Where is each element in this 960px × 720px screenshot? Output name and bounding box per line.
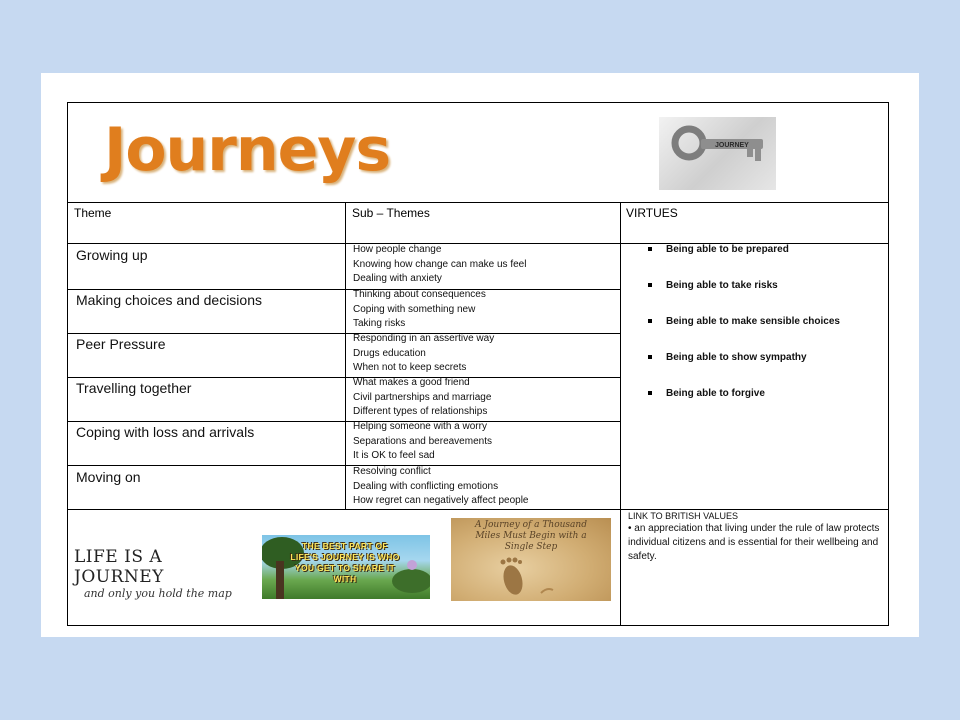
british-values-heading: LINK TO BRITISH VALUES [628, 511, 739, 521]
subtheme-item: Resolving conflict [353, 466, 431, 477]
virtues-list [628, 244, 868, 424]
logo-line-1: LIFE IS A JOURNEY [74, 547, 164, 587]
virtue-item [628, 352, 868, 388]
subtheme-item: Knowing how change can make us feel [353, 258, 527, 270]
divider [68, 377, 620, 378]
virtue-label: Being able to make sensible choices [666, 316, 840, 327]
life-is-a-journey-logo [74, 547, 254, 600]
thousand-miles-image [451, 518, 611, 601]
divider [68, 202, 888, 203]
theme-growing-up: Growing up [76, 247, 148, 263]
virtue-item [628, 388, 868, 424]
divider [68, 333, 620, 334]
subthemes-coping-with-loss [353, 420, 492, 464]
british-values-text: • an appreciation that living under the rule of law protects individual citizens and is essential for their wellbeing and safety. [628, 523, 880, 562]
subthemes-growing-up [353, 243, 526, 287]
page-title: Journeys [104, 115, 391, 185]
virtue-label: Being able to forgive [666, 388, 765, 399]
key-icon [659, 117, 776, 190]
subtheme-item: Civil partnerships and marriage [353, 391, 492, 403]
divider [68, 465, 620, 466]
subtheme-item: How regret can negatively affect people [353, 495, 529, 506]
subtheme-item: Dealing with conflicting emotions [353, 480, 499, 492]
header-sub-themes: Sub – Themes [352, 206, 430, 220]
bullet-icon [648, 283, 652, 287]
theme-moving-on: Moving on [76, 469, 141, 485]
subthemes-moving-on [353, 465, 528, 509]
thousand-miles-caption: A Journey of a Thousand Miles Must Begin with a Single Step [475, 520, 587, 552]
divider [345, 202, 346, 509]
subtheme-item: Coping with something new [353, 303, 476, 315]
journeys-table [67, 102, 889, 626]
theme-making-choices: Making choices and decisions [76, 292, 262, 308]
theme-peer-pressure: Peer Pressure [76, 336, 166, 352]
subthemes-peer-pressure [353, 332, 494, 376]
slide [41, 73, 919, 637]
subtheme-item: How people change [353, 244, 442, 255]
logo-line-2: and only you hold the map [84, 587, 232, 600]
subthemes-travelling-together [353, 376, 491, 420]
subtheme-item: Separations and bereavements [353, 435, 492, 447]
virtue-label: Being able to show sympathy [666, 352, 807, 363]
subtheme-item: What makes a good friend [353, 377, 470, 388]
subthemes-making-choices [353, 288, 486, 332]
subtheme-item: Taking risks [353, 318, 406, 329]
virtue-item [628, 316, 868, 352]
theme-travelling-together: Travelling together [76, 380, 192, 396]
best-part-image [262, 535, 430, 599]
divider [68, 421, 620, 422]
divider [68, 289, 620, 290]
subtheme-item: Helping someone with a worry [353, 421, 487, 432]
key-engraving: JOURNEY [715, 142, 749, 149]
subtheme-item: Thinking about consequences [353, 289, 486, 300]
virtue-item [628, 280, 868, 316]
divider [620, 202, 621, 626]
bullet-icon [648, 355, 652, 359]
subtheme-item: Different types of relationships [353, 406, 488, 417]
header-theme: Theme [74, 206, 112, 220]
subtheme-item: When not to keep secrets [353, 362, 467, 373]
british-values [628, 510, 883, 564]
header-virtues: VIRTUES [626, 206, 678, 220]
virtue-item [628, 244, 868, 280]
bullet-icon [648, 247, 652, 251]
virtue-label: Being able to be prepared [666, 244, 789, 255]
bullet-icon [648, 391, 652, 395]
virtue-label: Being able to take risks [666, 280, 778, 291]
subtheme-item: Responding in an assertive way [353, 333, 495, 344]
subtheme-item: It is OK to feel sad [353, 450, 435, 461]
bullet-icon [648, 319, 652, 323]
theme-coping-with-loss: Coping with loss and arrivals [76, 424, 255, 440]
key-image [659, 117, 776, 190]
subtheme-item: Drugs education [353, 347, 426, 359]
best-part-caption: THE BEST PART OF LIFE'S JOURNEY IS WHO YOU GET TO SHARE IT WITH [290, 541, 400, 584]
subtheme-item: Dealing with anxiety [353, 273, 442, 284]
